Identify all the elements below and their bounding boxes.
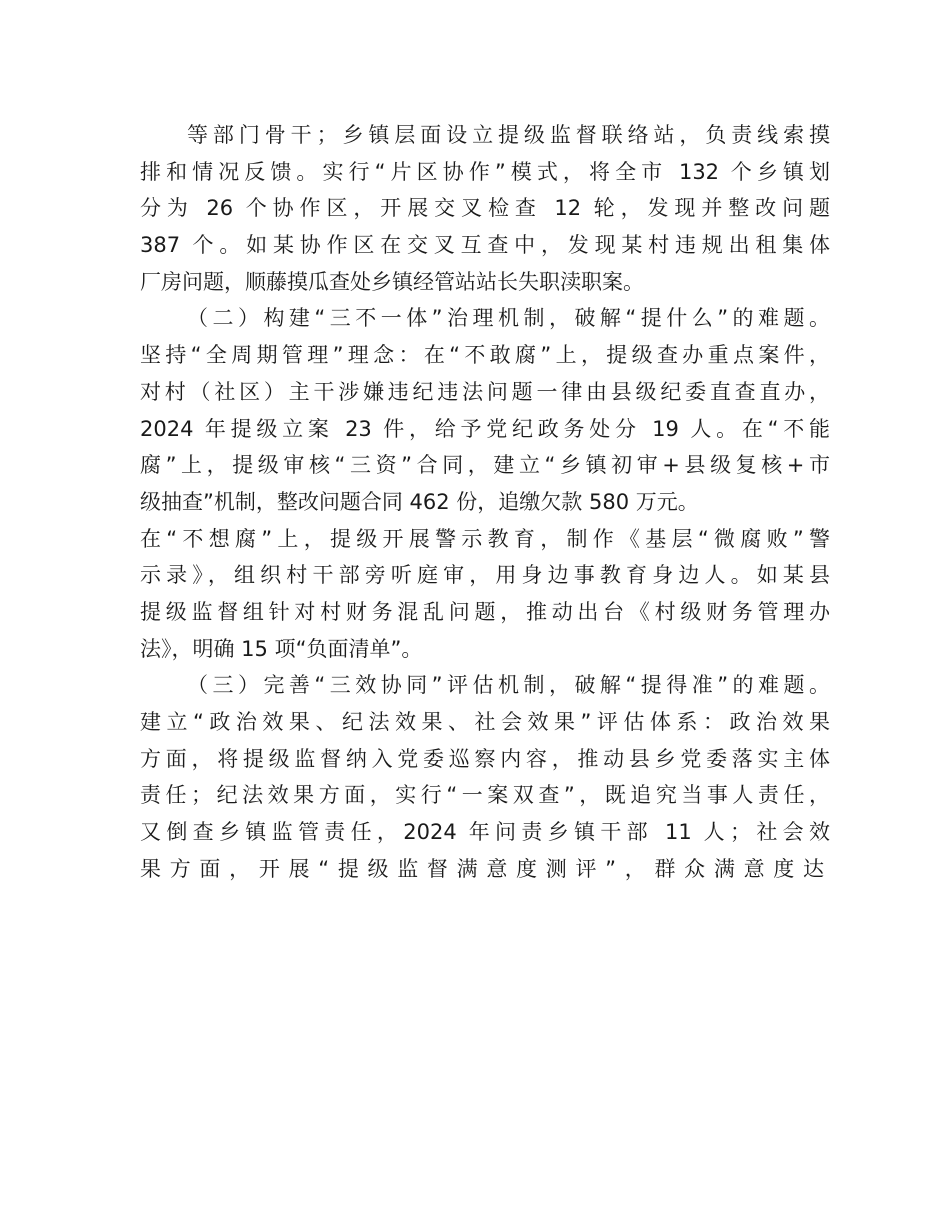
text-line: 示录》，组织村干部旁听庭审，用身边事教育身边人。如某县 <box>140 563 830 588</box>
text-line: 责任；纪法效果方面，实行“一案双查”，既追究当事人责任， <box>140 783 830 808</box>
text-line: 等部门骨干；乡镇层面设立提级监督联络站，负责线索摸 <box>187 123 830 147</box>
text-line: 对村（社区）主干涉嫌违纪违法问题一律由县级纪委直查直办， <box>140 379 830 404</box>
text-line: 387 个。如某协作区在交叉互查中，发现某村违规出租集体 <box>140 233 830 258</box>
text-line: 果方面，开展“提级监督满意度测评”，群众满意度达 <box>140 856 830 881</box>
text-line: 又倒查乡镇监管责任，2024 年问责乡镇干部 11 人；社会效 <box>140 820 830 845</box>
section-heading-line: （三）完善“三效协同”评估机制，破解“提得准”的难题。 <box>187 673 830 698</box>
text-line: 分为 26 个协作区，开展交叉检查 12 轮，发现并整改问题 <box>140 196 830 221</box>
document-body <box>140 117 830 887</box>
text-line: 排和情况反馈。实行“片区协作”模式，将全市 132 个乡镇划 <box>140 159 830 184</box>
text-line: 方面，将提级监督纳入党委巡察内容，推动县乡党委落实主体 <box>140 746 830 771</box>
paragraph-section-three <box>140 667 830 887</box>
text-line: 2024 年提级立案 23 件，给予党纪政务处分 19 人。在“不能 <box>140 416 830 441</box>
text-line: 法》，明确 15 项“负面清单”。 <box>140 636 423 661</box>
text-line: 腐”上，提级审核“三资”合同，建立“乡镇初审+县级复核+市 <box>140 453 830 478</box>
paragraph-section-two <box>140 300 830 667</box>
text-line: 坚持“全周期管理”理念：在“不敢腐”上，提级查办重点案件， <box>140 343 830 368</box>
text-line: 在“不想腐”上，提级开展警示教育，制作《基层“微腐败”警 <box>140 526 830 551</box>
paragraph-continuation <box>140 117 830 300</box>
text-line: 提级监督组针对村财务混乱问题，推动出台《村级财务管理办 <box>140 599 830 624</box>
text-line: 厂房问题，顺藤摸瓜查处乡镇经管站站长失职渎职案。 <box>140 269 644 294</box>
section-heading-line: （二）构建“三不一体”治理机制，破解“提什么”的难题。 <box>187 306 830 331</box>
text-line: 级抽查”机制，整改问题合同 462 份，追缴欠款 580 万元。 <box>140 489 699 514</box>
text-line: 建立“政治效果、纪法效果、社会效果”评估体系：政治效果 <box>140 710 830 734</box>
